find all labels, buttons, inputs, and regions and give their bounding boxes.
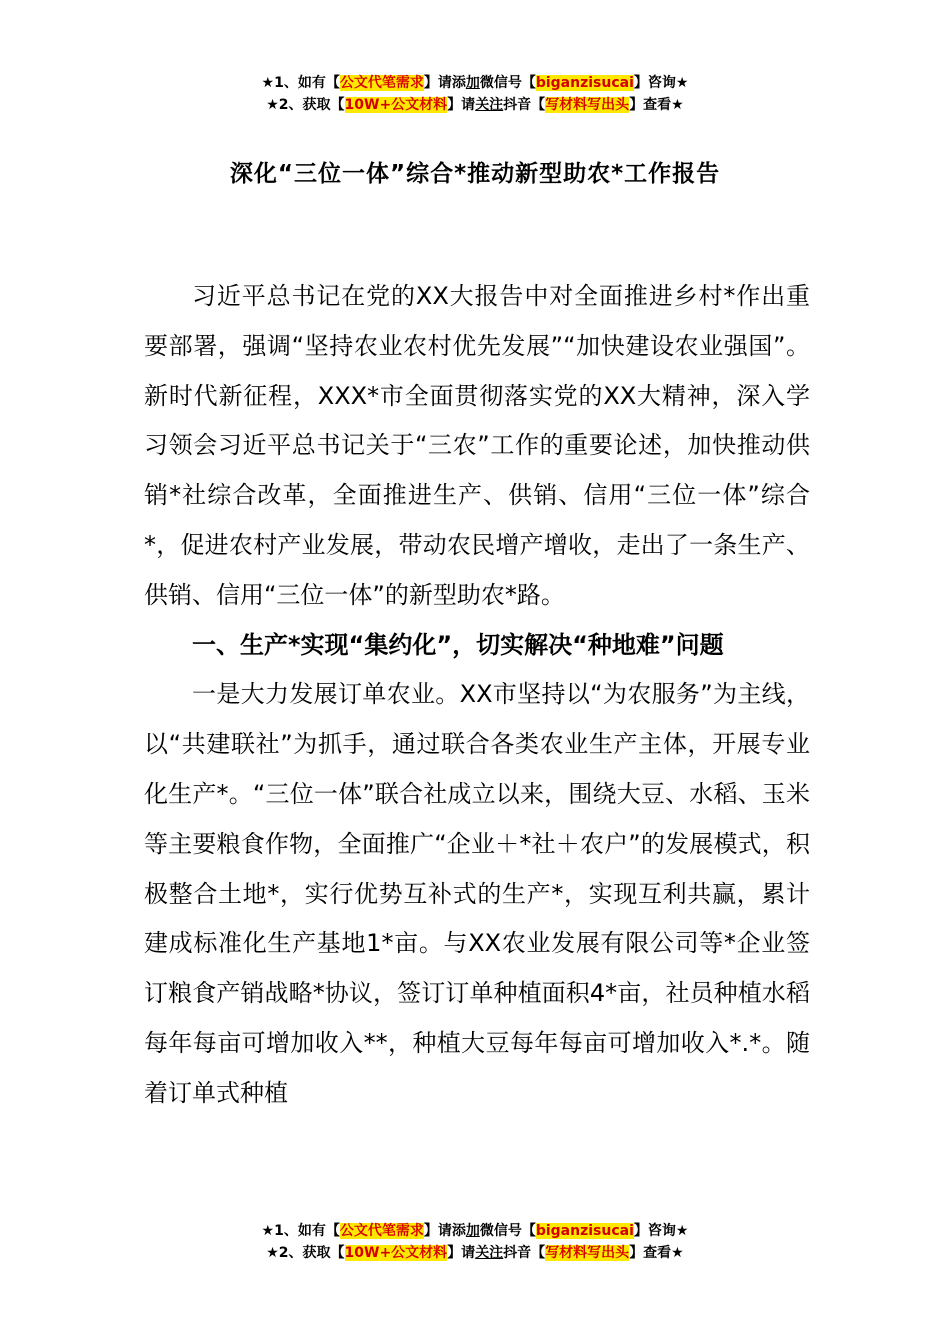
banner-line-1 <box>0 72 950 94</box>
document-title: 深化“三位一体”综合*推动新型助农*工作报告 <box>229 161 721 187</box>
banner-text: ★2、获取【 <box>266 1245 345 1261</box>
banner-text: 】咨询★ <box>633 75 689 91</box>
footer-banner <box>0 1220 950 1264</box>
banner-highlight: 公文代笔需求 <box>339 75 424 91</box>
banner-highlight: biganzisucai <box>535 1223 634 1239</box>
banner-highlight: 写材料写出头 <box>545 97 630 113</box>
banner-text: 微信号【 <box>479 1223 536 1239</box>
banner-line-2 <box>0 1242 950 1264</box>
banner-text: ★2、获取【 <box>266 97 345 113</box>
body-paragraph: 一是大力发展订单农业。XX市坚持以“为农服务”为主线，以“共建联社”为抓手，通过联合各类农业生产主体，开展专业化生产*。“三位一体”联合社成立以来，围绕大豆、水稻、玉米等主要粮食作物，全面推广“企业＋*社＋农户”的发展模式，积极整合土地*，实行优势互补式的生产*，实现互利共赢，累计建成标准化生产基地1*亩。与XX农业发展有限公司等*企业签订粮食产销战略*协议，签订订单种植面积4*亩，社员种植水稻每年每亩可增加收入**，种植大豆每年每亩可增加收入*.*。随着订单式种植 <box>144 680 810 1107</box>
banner-emphasis: 加 <box>465 1223 480 1239</box>
banner-highlight: 公文代笔需求 <box>339 1223 424 1239</box>
banner-text: 】查看★ <box>629 97 684 113</box>
banner-text: 】请 <box>447 1245 476 1261</box>
banner-text: 】请 <box>447 97 476 113</box>
banner-text: 抖音【 <box>503 97 546 113</box>
banner-text: 】查看★ <box>629 1245 684 1261</box>
section-heading: 一、生产*实现“集约化”，切实解决“种地难”问题 <box>192 630 724 659</box>
banner-text: ★1、如有【 <box>261 1223 340 1239</box>
banner-emphasis: 关注 <box>475 1245 504 1261</box>
banner-emphasis: 关注 <box>475 97 504 113</box>
banner-text: 微信号【 <box>479 75 536 91</box>
banner-highlight: 10W+公文材料 <box>344 97 448 113</box>
banner-line-1 <box>0 1220 950 1242</box>
document-body <box>144 272 810 1119</box>
banner-highlight: biganzisucai <box>535 75 634 91</box>
banner-highlight: 10W+公文材料 <box>344 1245 448 1261</box>
header-banner <box>0 72 950 116</box>
banner-text: 抖音【 <box>503 1245 546 1261</box>
banner-text: 】咨询★ <box>633 1223 689 1239</box>
banner-line-2 <box>0 94 950 116</box>
banner-emphasis: 加 <box>465 75 480 91</box>
banner-text: 】请添 <box>423 75 466 91</box>
banner-highlight: 写材料写出头 <box>545 1245 630 1261</box>
banner-text: 】请添 <box>423 1223 466 1239</box>
banner-text: ★1、如有【 <box>261 75 340 91</box>
intro-paragraph: 习近平总书记在党的XX大报告中对全面推进乡村*作出重要部署，强调“坚持农业农村优先发展”“加快建设农业强国”。新时代新征程，XXX*市全面贯彻落实党的XX大精神，深入学习领会习近平总书记关于“三农”工作的重要论述，加快推动供销*社综合改革，全面推进生产、供销、信用“三位一体”综合*，促进农村产业发展，带动农民增产增收，走出了一条生产、供销、信用“三位一体”的新型助农*路。 <box>144 282 810 609</box>
